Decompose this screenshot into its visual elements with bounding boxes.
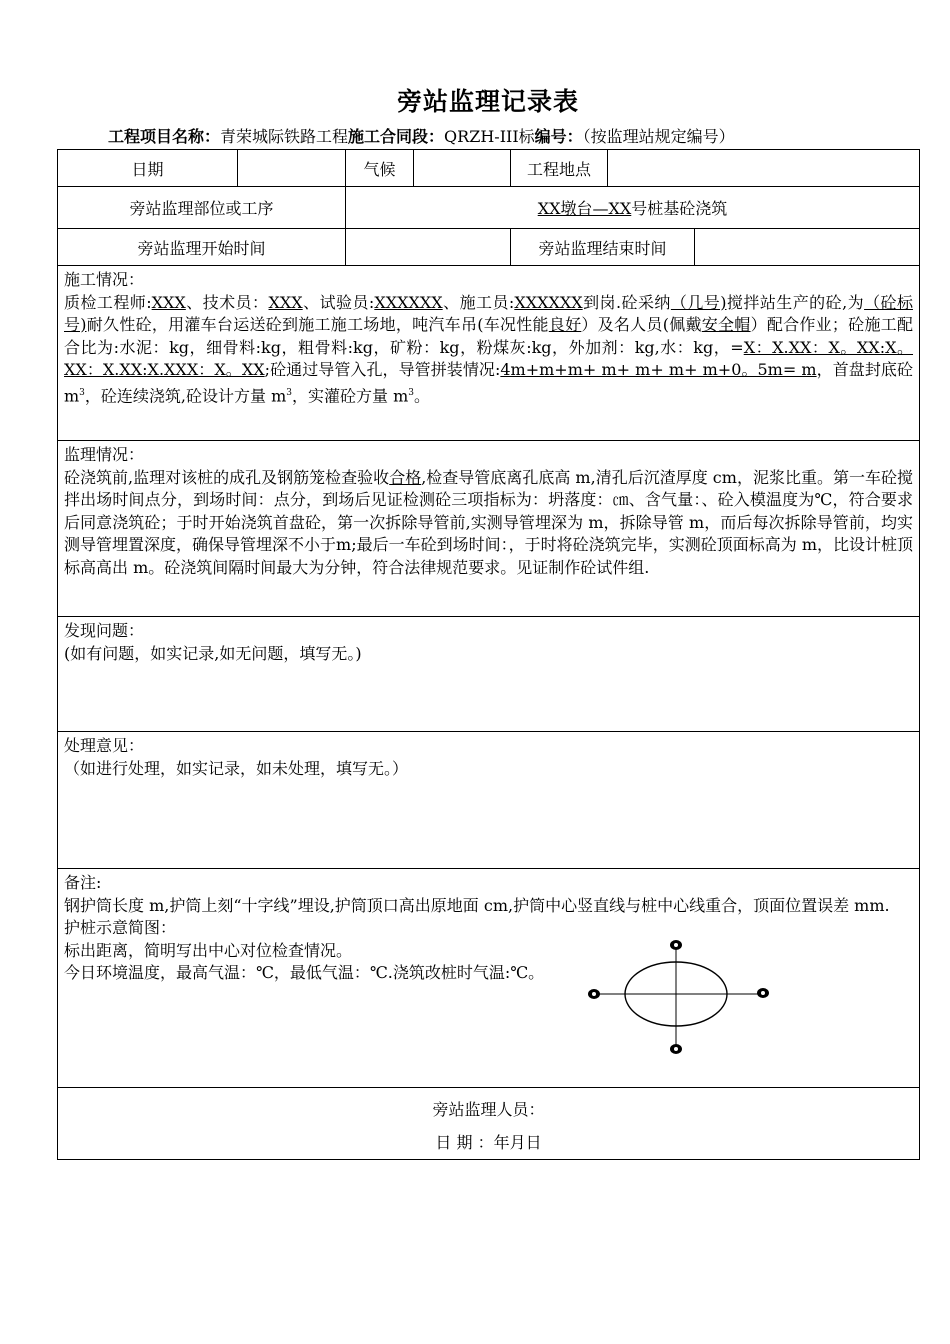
protection-pile-bottom-icon (670, 1044, 682, 1054)
end-time-value[interactable] (695, 229, 920, 266)
problems-text: (如有问题，如实记录,如无问题，填写无。) (64, 643, 362, 663)
section-label: 旁站监理部位或工序 (58, 187, 346, 229)
remarks-line3: 标出距离，简明写出中心对位检查情况。 (64, 940, 353, 960)
page-title: 旁站监理记录表 (396, 87, 579, 116)
problems-heading: 发现问题： (64, 621, 145, 640)
handling-section (58, 732, 920, 869)
handling-text: （如进行处理，如实记录，如未处理，填写无。） (64, 758, 409, 778)
remarks-line4: 今日环境温度，最高气温：℃，最低气温：℃.浇筑改桩时气温:℃。 (64, 963, 545, 982)
supervision-heading: 监理情况： (64, 445, 145, 464)
remarks-line1: 钢护筒长度 m,护筒上刻“十字线”埋设,护筒顶口高出原地面 cm,护筒中心竖直线与桩中心线重合，顶面位置误差 mm. (64, 895, 890, 915)
handling-heading: 处理意见： (64, 736, 145, 755)
start-time-value[interactable] (346, 229, 511, 266)
site-value[interactable] (608, 150, 920, 187)
protection-pile-right-icon (757, 988, 769, 998)
date-label: 日期 (58, 150, 238, 187)
construction-heading: 施工情况： (64, 270, 145, 289)
section-value[interactable] (346, 187, 920, 229)
project-value: 青荣城际铁路工程 (220, 127, 349, 146)
contract-label: 施工合同段： (348, 127, 445, 146)
weather-label: 气候 (346, 150, 414, 187)
sign-date-label: 日 期 ：年月日 (435, 1133, 542, 1152)
remarks-heading: 备注: (64, 873, 102, 892)
protection-pile-top-icon (670, 940, 682, 950)
number-label: 编号： (534, 127, 583, 146)
staff-label: 旁站监理人员： (432, 1100, 545, 1119)
site-label: 工程地点 (511, 150, 608, 187)
supervision-text: 砼浇筑前,监理对该桩的成孔及钢筋笼检查验收合格,检查导管底离孔底高 m,清孔后沉渣厚度 cm，泥浆比重。第一车砼搅拌出场时间点分，到场时间：点分，到场后见证检测砼三项指标为：坍落度：㎝、含气量：、砼入模温度为℃，符合要求后同意浇筑砼；于时开始浇筑首盘砼，第一次拆除导管前,实测导管埋深为 m，拆除导管 m，而后每次拆除导管前，均实测导管埋置深度，确保导管埋深不小于m;最后一车砼到场时间：，于时将砼浇筑完毕，实测砼顶面标高为 m，比设计桩顶标高高出 m。砼浇筑间隔时间最大为分钟，符合法律规范要求。见证制作砼试件组. (64, 467, 914, 577)
section-value-rest: 号桩基砼浇筑 (631, 199, 728, 218)
start-time-label: 旁站监理开始时间 (58, 229, 346, 266)
section-value-underlined: XX墩台—XX (537, 199, 632, 218)
construction-text: 质检工程师:XXX、技术员：XXX、试验员:XXXXXX、施工员:XXXXXX到岗.砼采纳（几号)搅拌站生产的砼,为（砼标号)耐久性砼，用灌车台运送砼到施工施工场地，吨汽车吊(车况性能良好）及名人员(佩戴安全帽）配合作业；砼施工配合比为:水泥：kg，细骨料:kg，粗骨料:kg，矿粉：kg，粉煤灰:kg，外加剂：kg,水：kg，=X：X.XX：X。XX:X。XX：X.XX:X.XXX：X。XX;砼通过导管入孔，导管拼装情况:4m+m+m+ m+ m+ m+ m+0。5m= m，首盘封底砼 $m^3$，砼连续浇筑,砼设计方量 $m^3$，实灌砼方量 $m^3$。 (64, 292, 914, 405)
contract-value: QRZH-III标 (444, 127, 535, 146)
signature-section (58, 1088, 920, 1160)
date-value[interactable] (238, 150, 346, 187)
end-time-label: 旁站监理结束时间 (511, 229, 695, 266)
remarks-section (58, 869, 920, 1088)
supervision-section (58, 441, 920, 617)
pile-protection-diagram (583, 937, 773, 1059)
number-value: （按监理站规定编号） (582, 127, 735, 146)
weather-value[interactable] (414, 150, 511, 187)
protection-pile-left-icon (588, 989, 600, 999)
record-table (57, 149, 920, 1160)
header-info (108, 124, 735, 147)
construction-section (58, 266, 920, 441)
problems-section (58, 617, 920, 732)
remarks-line2: 护桩示意简图： (64, 918, 177, 937)
project-label: 工程项目名称： (108, 127, 221, 146)
